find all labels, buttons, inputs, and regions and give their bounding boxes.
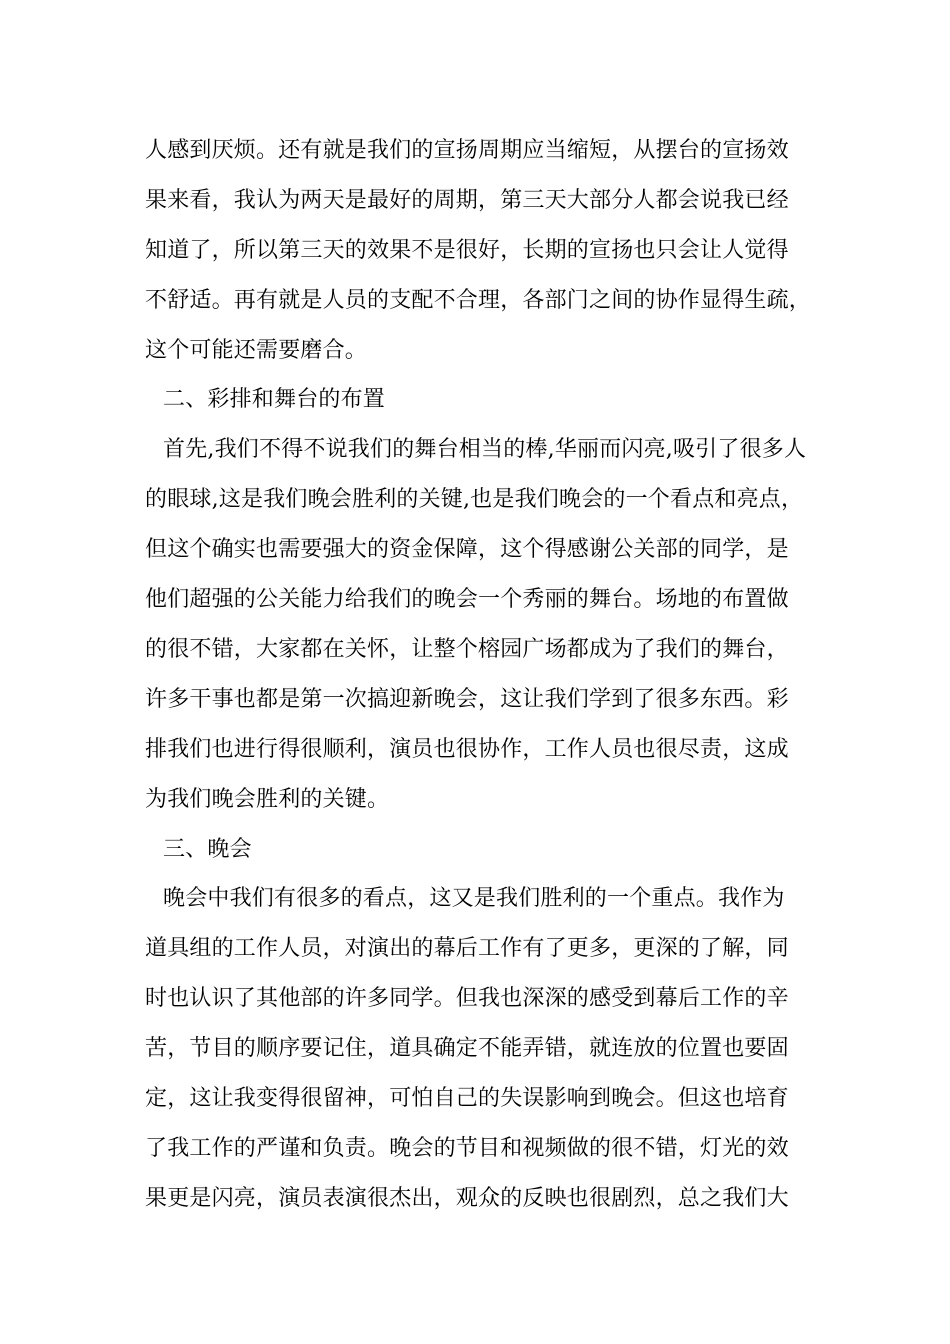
paragraph-line: 但这个确实也需要强大的资金保障，这个得感谢公关部的同学，是 bbox=[145, 537, 789, 562]
paragraph-line: 的很不错，大家都在关怀，让整个榕园广场都成为了我们的舞台， bbox=[145, 637, 789, 662]
paragraph-line: 了我工作的严谨和负责。晚会的节目和视频做的很不错，灯光的效 bbox=[145, 1136, 789, 1161]
paragraph-line: 为我们晚会胜利的关键。 bbox=[145, 787, 390, 812]
paragraph-line: 苦，节目的顺序要记住，道具确定不能弄错，就连放的位置也要固 bbox=[145, 1036, 789, 1061]
paragraph-line: 他们超强的公关能力给我们的晚会一个秀丽的舞台。场地的布置做 bbox=[145, 587, 789, 612]
paragraph-line: 道具组的工作人员，对演出的幕后工作有了更多，更深的了解，同 bbox=[145, 936, 789, 961]
paragraph-line: 的眼球,这是我们晚会胜利的关键,也是我们晚会的一个看点和亮点， bbox=[145, 487, 804, 512]
paragraph-line: 排我们也进行得很顺利，演员也很协作，工作人员也很尽责，这成 bbox=[145, 737, 789, 762]
paragraph-line: 晚会中我们有很多的看点，这又是我们胜利的一个重点。我作为 bbox=[163, 886, 785, 911]
section-heading: 二、彩排和舞台的布置 bbox=[163, 387, 386, 412]
paragraph-line: 时也认识了其他部的许多同学。但我也深深的感受到幕后工作的辛 bbox=[145, 986, 789, 1011]
paragraph-line: 知道了，所以第三天的效果不是很好，长期的宣扬也只会让人觉得 bbox=[145, 238, 789, 263]
paragraph-line: 首先,我们不得不说我们的舞台相当的棒,华丽而闪亮,吸引了很多人 bbox=[163, 437, 807, 462]
paragraph-line: 许多干事也都是第一次搞迎新晚会，这让我们学到了很多东西。彩 bbox=[145, 687, 789, 712]
section-heading: 三、晚会 bbox=[163, 837, 252, 862]
paragraph-line: 这个可能还需要磨合。 bbox=[145, 338, 368, 363]
paragraph-line: 不舒适。再有就是人员的支配不合理，各部门之间的协作显得生疏， bbox=[145, 288, 812, 313]
paragraph-line: 果来看，我认为两天是最好的周期，第三天大部分人都会说我已经 bbox=[145, 188, 789, 213]
paragraph-line: 果更是闪亮，演员表演很杰出，观众的反映也很剧烈，总之我们大 bbox=[145, 1186, 789, 1211]
paragraph-line: 定，这让我变得很留神，可怕自己的失误影响到晚会。但这也培育 bbox=[145, 1086, 789, 1111]
paragraph-line: 人感到厌烦。还有就是我们的宣扬周期应当缩短，从摆台的宣扬效 bbox=[145, 138, 789, 163]
